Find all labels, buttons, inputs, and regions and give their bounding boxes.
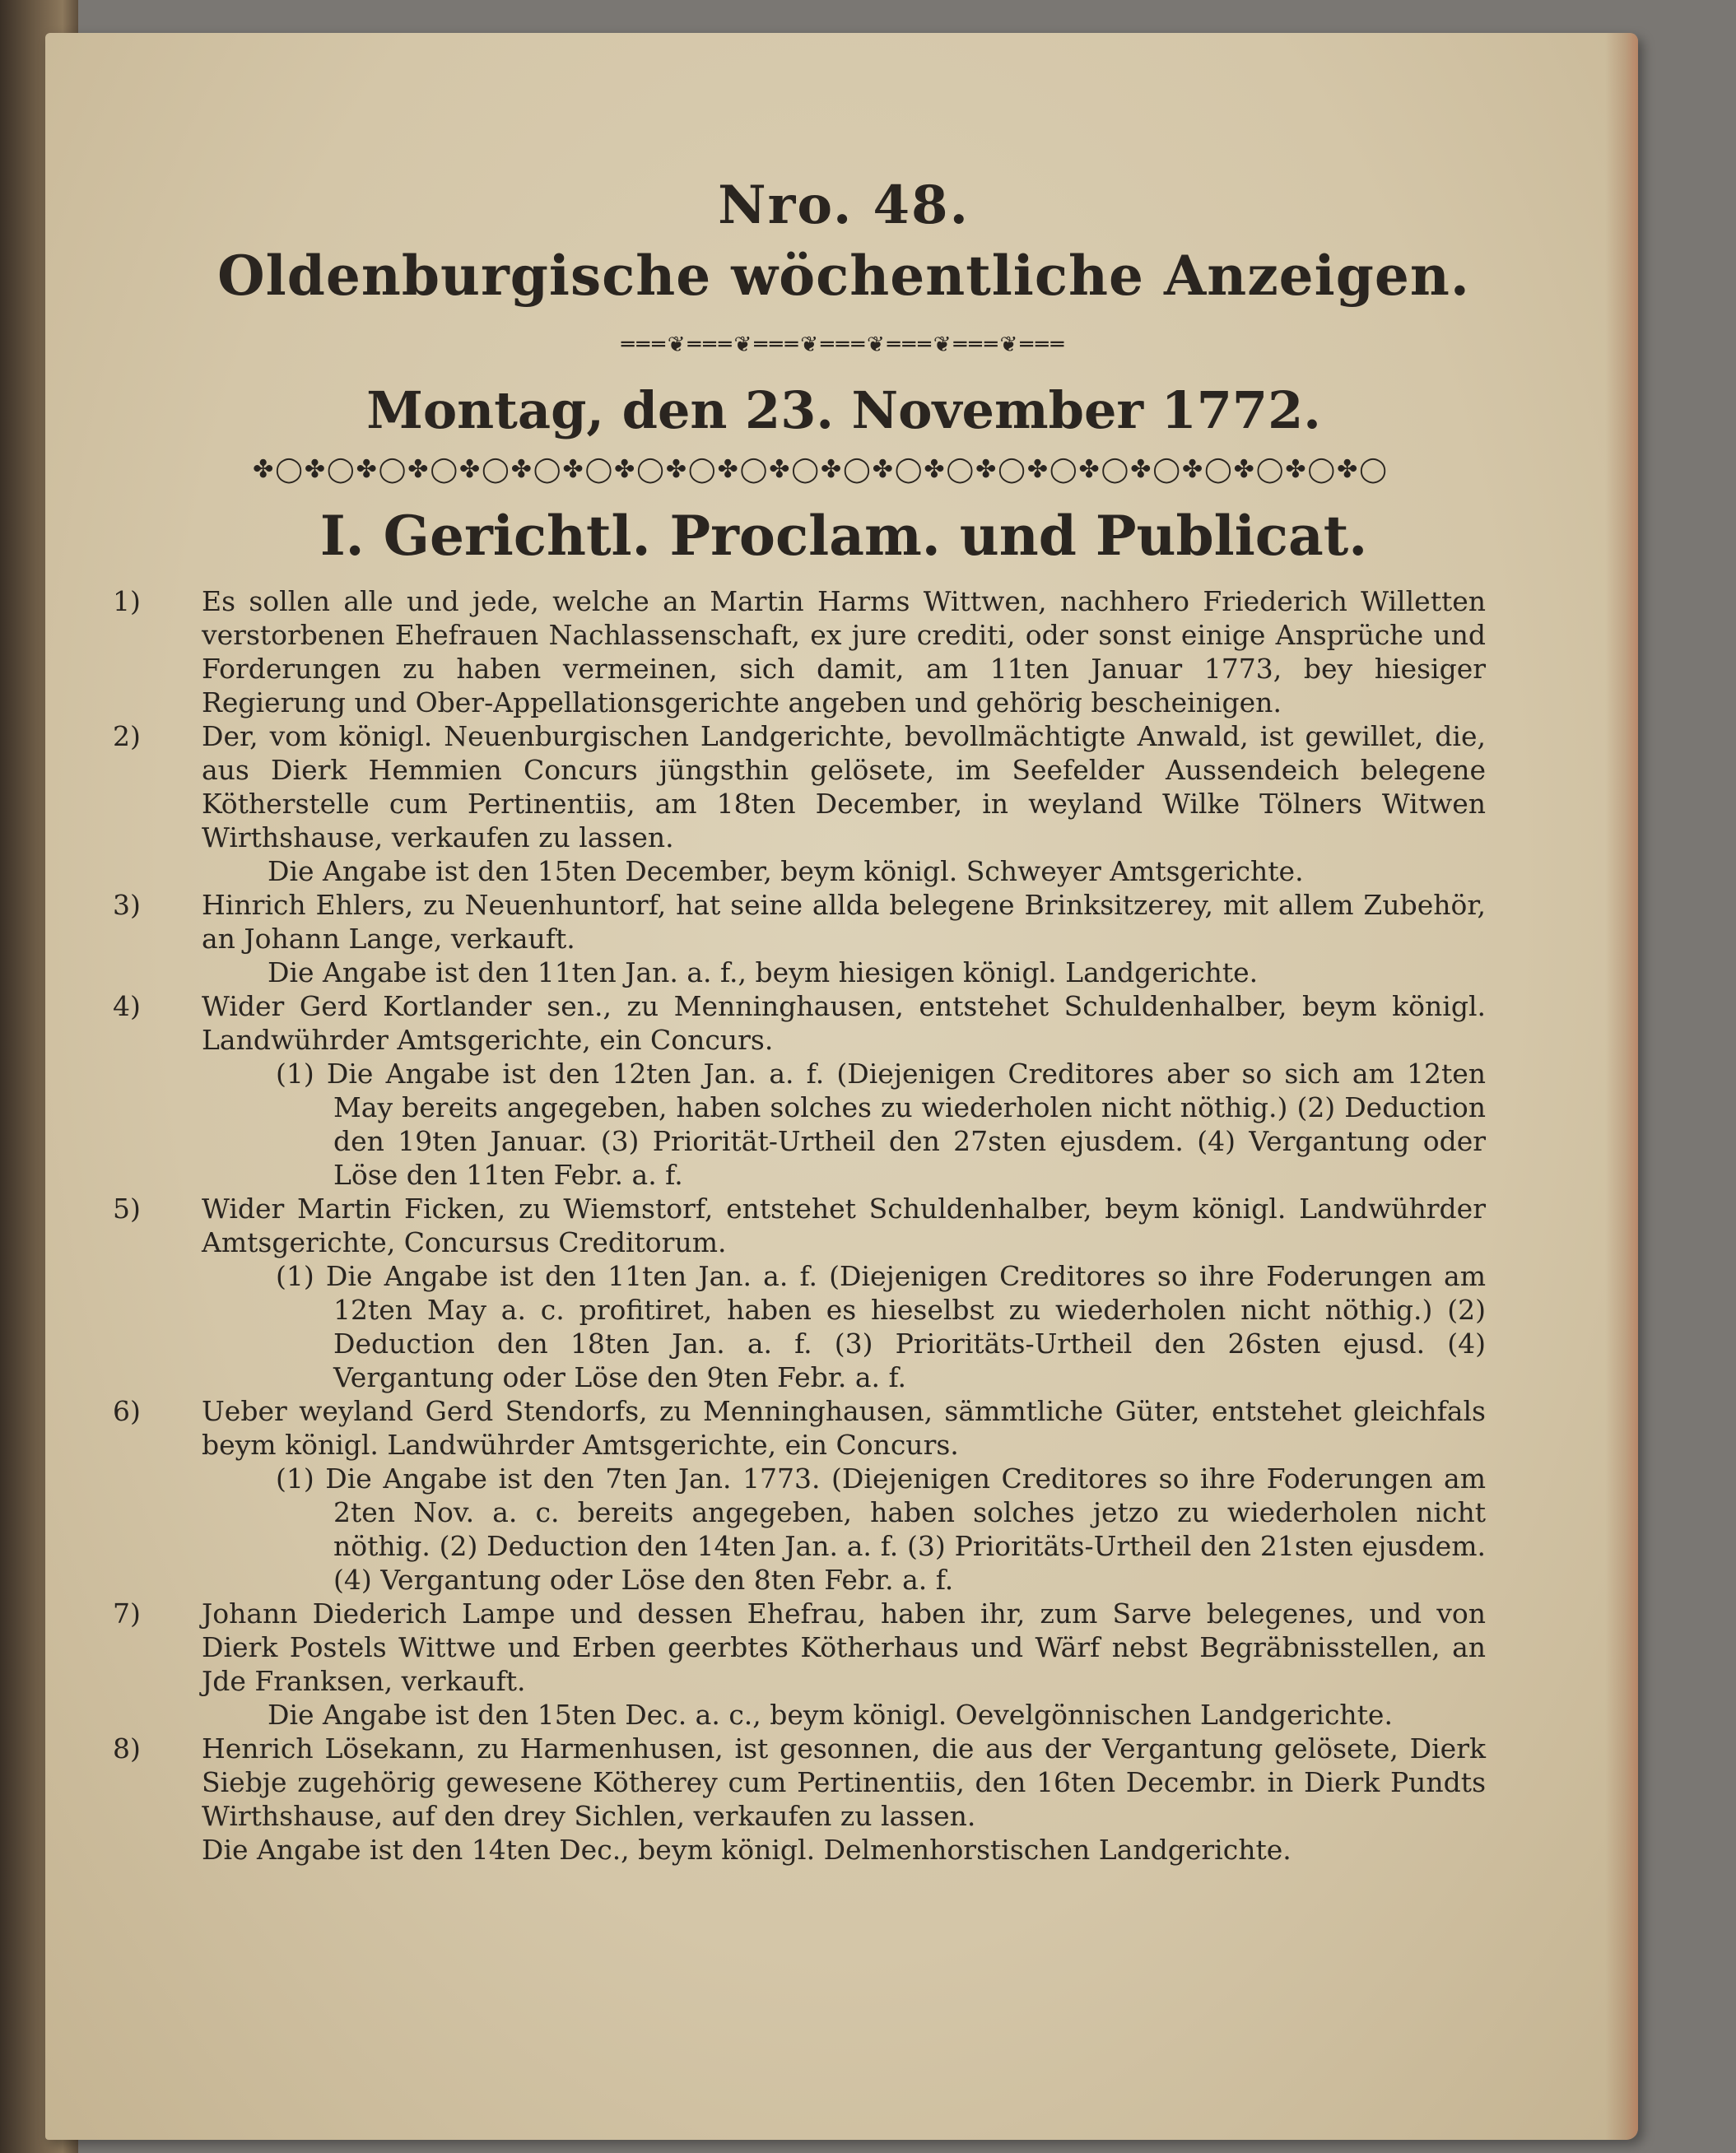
entry-text: Henrich Lösekann, zu Harmenhusen, ist gesonnen, die aus der Vergantung gelösete, Dierk Siebje zugehörig gewesene Kötherey cum Pertinentiis, den 16ten Decembr. in Dierk Pundts Wirthshause, auf den drey Sichlen, verkaufen zu lassen. (202, 1732, 1486, 1832)
entry-number: 2) (113, 720, 141, 752)
entry-sub: (1) Die Angabe ist den 11ten Jan. a. f. (Diejenigen Creditores so ihre Foderungen am 12ten May a. c. profitiret, haben es hieselbst zu wiederholen nicht nöthig.) (2) Deduction den 18ten Jan. a. f. (3) Prioritäts-Urtheil den 26sten ejusd. (4) Vergantung oder Löse den 9ten Febr. a. f. (276, 1260, 1486, 1393)
entry-5 (113, 1192, 1486, 1394)
entry-number: 5) (113, 1193, 141, 1225)
entry-number: 8) (113, 1732, 141, 1765)
entry-text: Wider Martin Ficken, zu Wiemstorf, entstehet Schuldenhalber, beym königl. Landwührder Amtsgerichte, Concursus Creditorum. (202, 1193, 1486, 1258)
entry-sub: (1) Die Angabe ist den 7ten Jan. 1773. (Diejenigen Creditores so ihre Foderungen am 2ten Nov. a. c. bereits angegeben, haben solches jetzo zu wiederholen nicht nöthig. (2) Deduction den 14ten Jan. a. f. (3) Prioritäts-Urtheil den 21sten ejusdem. (4) Vergantung oder Löse den 8ten Febr. a. f. (276, 1462, 1486, 1596)
entry-text: Es sollen alle und jede, welche an Martin Harms Wittwen, nachhero Friederich Willetten verstorbenen Ehefrauen Nachlassenschaft, ex jure crediti, oder sonst einige Ansprüche und Forderungen zu haben vermeinen, sich damit, am 11ten Januar 1773, bey hiesiger Regierung und Ober-Appellationsgerichte angeben und gehörig bescheinigen. (202, 585, 1486, 718)
issue-date: Montag, den 23. November 1772. (366, 380, 1321, 440)
entry-text: Johann Diederich Lampe und dessen Ehefrau, haben ihr, zum Sarve belegenes, und von Dierk Postels Wittwe und Erben geerbtes Kötherhaus und Wärf nebst Begräbnisstellen, an Jde Franksen, verkauft. (202, 1597, 1486, 1697)
entry-2 (113, 719, 1486, 888)
entry-text: Ueber weyland Gerd Stendorfs, zu Menninghausen, sämmtliche Güter, entstehet gleichfals beym königl. Landwührder Amtsgerichte, ein Concurs. (202, 1395, 1486, 1461)
entry-number: 7) (113, 1597, 141, 1630)
entry-note: Die Angabe ist den 15ten Dec. a. c., beym königl. Oevelgönnischen Landgerichte. (268, 1699, 1393, 1731)
entry-note: Die Angabe ist den 15ten December, beym königl. Schweyer Amtsgerichte. (268, 855, 1304, 887)
entry-7 (113, 1597, 1486, 1732)
ornament-rule: ═══❦═══❦═══❦═══❦═══❦═══❦═══ (621, 332, 1067, 357)
ornament-border: ✤◯✤◯✤◯✤◯✤◯✤◯✤◯✤◯✤◯✤◯✤◯✤◯✤◯✤◯✤◯✤◯✤◯✤◯✤◯✤◯✤◯✤◯ (253, 455, 1389, 484)
issue-number: Nro. 48. (718, 174, 970, 236)
page-content (113, 173, 1486, 1867)
entry-4 (113, 989, 1486, 1192)
entry-8 (113, 1732, 1486, 1867)
newspaper-page (45, 33, 1638, 2140)
entry-6 (113, 1394, 1486, 1597)
entry-number: 4) (113, 990, 141, 1022)
entry-text: Wider Gerd Kortlander sen., zu Menninghausen, entstehet Schuldenhalber, beym königl. Landwührder Amtsgerichte, ein Concurs. (202, 990, 1486, 1056)
entry-note: Die Angabe ist den 11ten Jan. a. f., beym hiesigen königl. Landgerichte. (268, 956, 1259, 988)
entry-number: 1) (113, 585, 141, 617)
entry-3 (113, 888, 1486, 989)
page-edge (1605, 33, 1638, 2140)
entry-sub: (1) Die Angabe ist den 12ten Jan. a. f. (Diejenigen Creditores aber so sich am 12ten May bereits angegeben, haben solches zu wiederholen nicht nöthig.) (2) Deduction den 19ten Januar. (3) Priorität-Urtheil den 27sten ejusdem. (4) Vergantung oder Löse den 11ten Febr. a. f. (276, 1058, 1486, 1191)
entry-note: Die Angabe ist den 14ten Dec., beym königl. Delmenhorstischen Landgerichte. (202, 1834, 1292, 1866)
section-heading: I. Gerichtl. Proclam. und Publicat. (319, 504, 1368, 568)
entry-text: Der, vom königl. Neuenburgischen Landgerichte, bevollmächtigte Anwald, ist gewillet, die, aus Dierk Hemmien Concurs jüngsthin gelösete, im Seefelder Aussendeich belegene Kötherstelle cum Pertinentiis, am 18ten December, in weyland Wilke Tölners Witwen Wirthshause, verkaufen zu lassen. (202, 720, 1486, 853)
masthead-title: Oldenburgische wöchentliche Anzeigen. (217, 244, 1470, 308)
entry-number: 3) (113, 889, 141, 921)
entry-text: Hinrich Ehlers, zu Neuenhuntorf, hat seine allda belegene Brinksitzerey, mit allem Zubehör, an Johann Lange, verkauft. (202, 889, 1486, 955)
entry-number: 6) (113, 1395, 141, 1427)
entry-1 (113, 584, 1486, 719)
